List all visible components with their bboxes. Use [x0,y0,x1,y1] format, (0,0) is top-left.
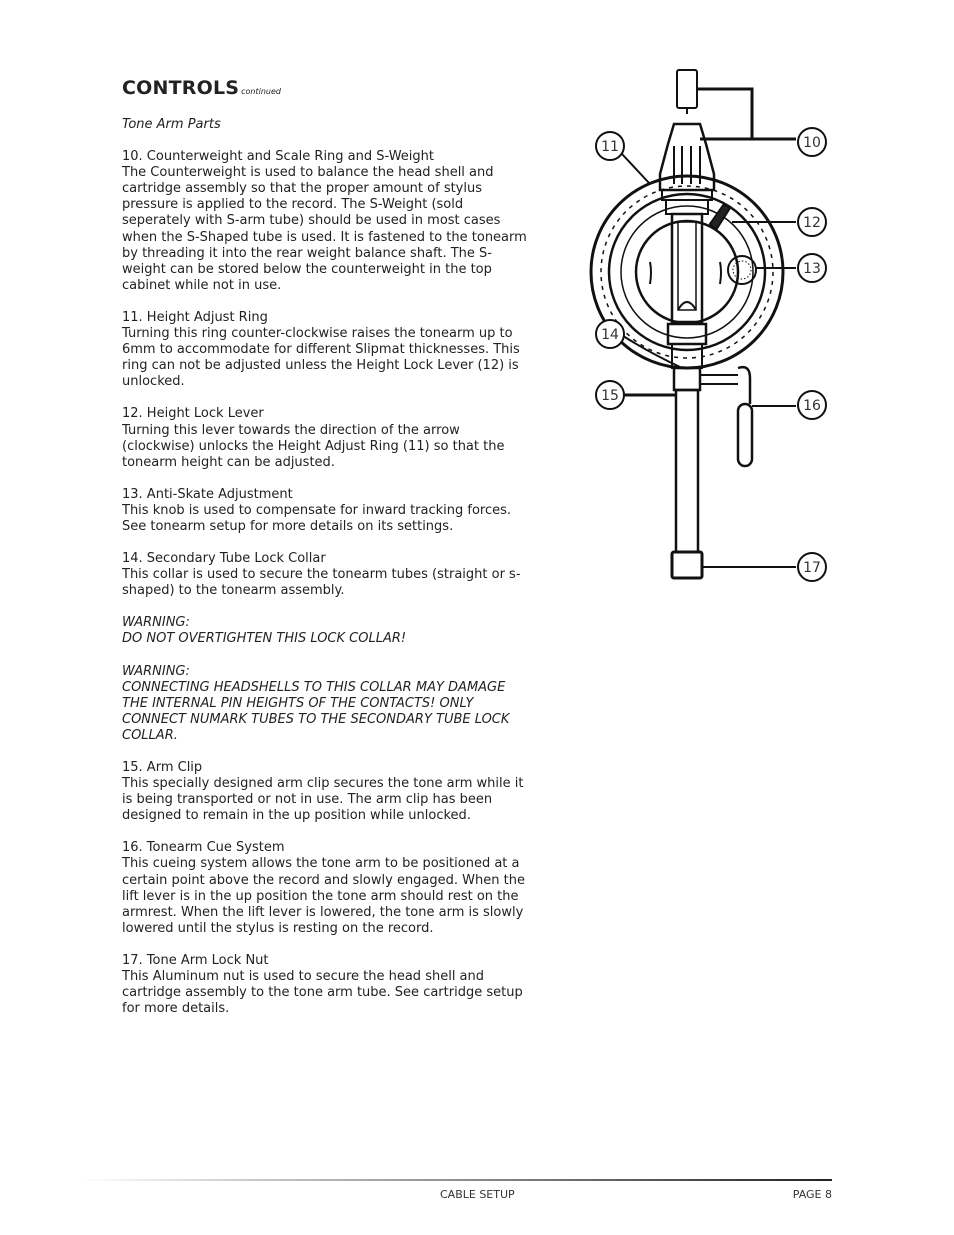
item-10 [122,149,532,294]
item-title: 13. Anti-Skate Adjustment [122,486,293,502]
item-body: Turning this ring counter-clockwise raises the tonearm up to 6mm to accommodate for different Slipmat thicknesses. This ring can not be adjusted unless the Height Lock Lever (12) is unlocked. [122,326,520,390]
item-title: 15. Arm Clip [122,760,203,775]
callout-label-13: 13 [803,261,821,277]
item-14 [122,551,532,599]
title-text: CONTROLS [122,77,240,99]
callout-label-16: 16 [803,398,821,414]
item-title: 10. Counterweight and Scale Ring and S-Weight [122,149,434,165]
callout-label-14: 14 [601,327,619,343]
item-body: This specially designed arm clip secures the tone arm while it is being transported or not in use. The arm clip has been designed to remain in the up position while unlocked. [122,776,524,824]
continued-label: continued [241,87,282,96]
tonearm-illustration [588,62,838,592]
item-13 [122,487,532,535]
tonearm-diagram [588,62,838,592]
callout-label-10: 10 [803,135,821,151]
height-lock-lever-shape [710,204,730,230]
page-title [122,76,532,104]
item-15 [122,760,532,824]
item-11 [122,310,532,390]
callout-label-12: 12 [803,215,821,231]
item-title: 14. Secondary Tube Lock Collar [122,551,326,567]
item-body: The Counterweight is used to balance the head shell and cartridge assembly so that the proper amount of stylus pressure is applied to the record. The S-Weight (sold seperately with S-arm tube) should be used in most cases when the S-Shaped tube is used. It is fastened to the tonearm by threading it into the rear weight balance shaft. The S-weight can be stored below the counterweight in the top cabinet while not in use. [122,165,527,293]
callout-label-17: 17 [803,560,821,576]
page-number: PAGE 8 [792,1188,832,1201]
item-body: This Aluminum nut is used to secure the head shell and cartridge assembly to the tone arm tube. See cartridge setup for more details. [122,969,523,1017]
item-title: 17. Tone Arm Lock Nut [122,952,269,968]
callout-label-11: 11 [601,139,619,155]
section-subheading: Tone Arm Parts [122,117,221,132]
item-17 [122,953,532,1017]
item-title: 12. Height Lock Lever [122,406,264,422]
cue-lever-shape [738,404,752,466]
item-body: This cueing system allows the tone arm to be positioned at a certain point above the record and slowly engaged. When the lift lever is in the up position the tone arm should rest on the armrest. When the lift lever is lowered, the tone arm is slowly lowered until the stylus is resting on the record. [122,856,525,936]
item-title: 11. Height Adjust Ring [122,309,268,325]
lock-collar-shape [668,324,706,344]
warning-label: WARNING: [122,615,190,631]
s-weight-shape [677,70,697,108]
item-16 [122,840,532,937]
callout-label-15: 15 [601,388,619,404]
warning-text: DO NOT OVERTIGHTEN THIS LOCK COLLAR! [122,631,407,647]
item-title: 16. Tonearm Cue System [122,840,285,856]
anti-skate-knob-shape [728,256,756,284]
warning-headshells [122,664,532,744]
body-text [122,76,532,1017]
arm-clip-shape [674,368,700,390]
item-body: This knob is used to compensate for inward tracking forces. See tonearm setup for more details on its settings. [122,502,512,534]
lock-nut-shape [672,552,702,578]
footer-rule [80,1179,832,1181]
item-body: Turning this lever towards the direction of the arrow (clockwise) unlocks the Height Adjust Ring (11) so that the tonearm height can be adjusted. [122,422,505,470]
warning-label: WARNING: [122,663,190,679]
tonearm-tube-shape [676,390,698,552]
item-body: This collar is used to secure the tonearm tubes (straight or s-shaped) to the tonearm assembly. [122,567,521,599]
footer-section: CABLE SETUP [440,1188,515,1201]
item-12 [122,406,532,470]
warning-overtighten [122,615,532,647]
counterweight-shape [660,124,714,190]
warning-text: CONNECTING HEADSHELLS TO THIS COLLAR MAY DAMAGE THE INTERNAL PIN HEIGHTS OF THE CONTACTS! ONLY CONNECT NUMARK TUBES TO THE SECONDARY TUBE LOCK COLLAR. [122,679,510,743]
